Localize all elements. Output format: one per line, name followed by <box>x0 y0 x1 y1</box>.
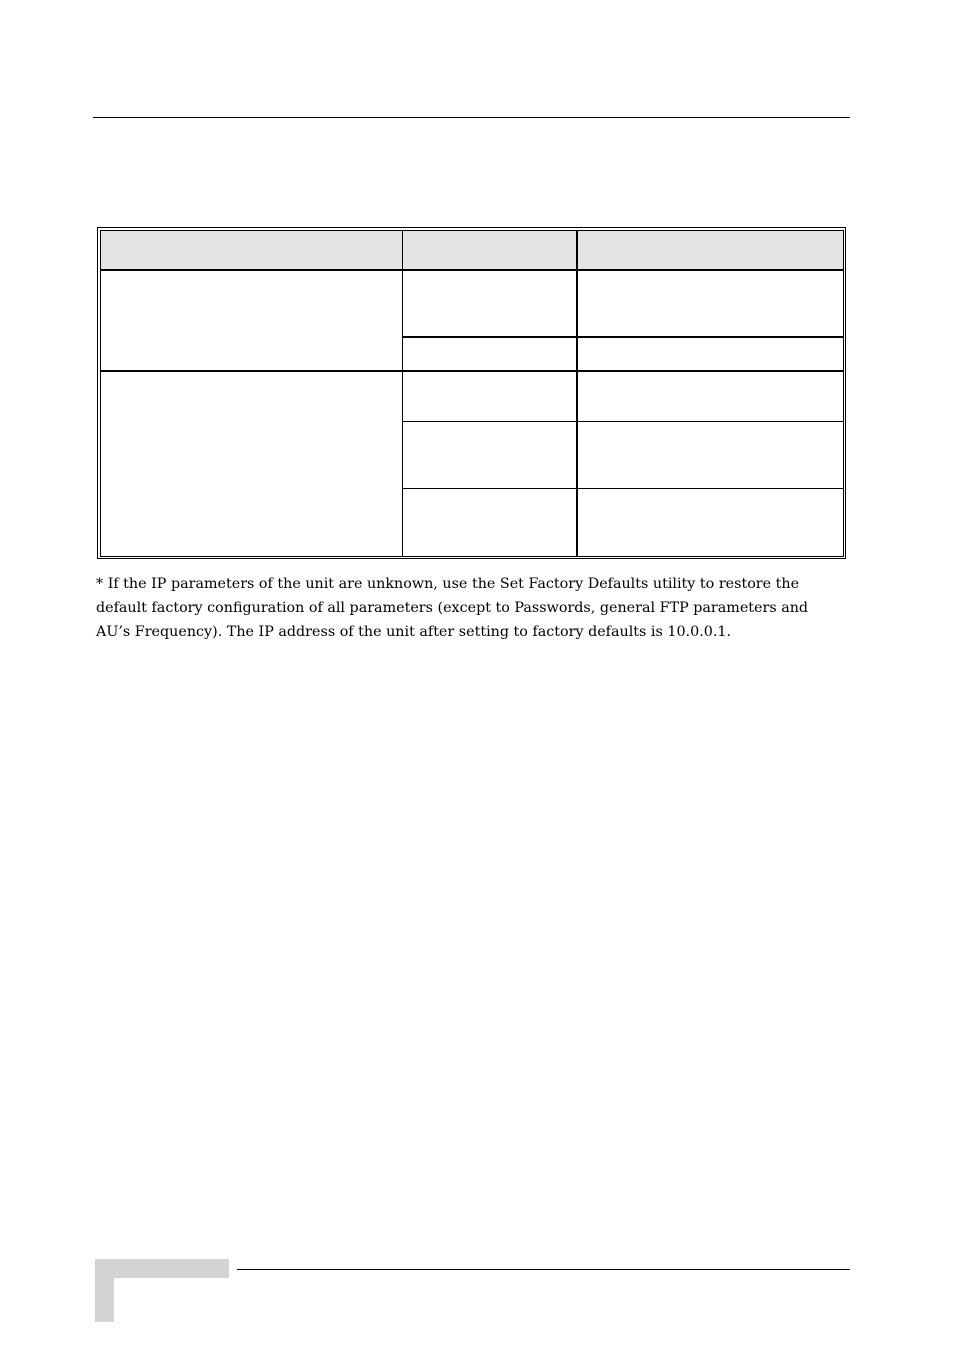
footer-corner-mark-vertical <box>95 1259 114 1322</box>
table-header-cell <box>403 231 577 270</box>
table-cell <box>101 270 403 371</box>
table-row <box>101 270 844 337</box>
table-cell <box>403 489 577 557</box>
table-header-row <box>101 231 844 270</box>
table-cell <box>577 270 844 337</box>
parameters-table <box>100 230 844 557</box>
table-cell <box>403 422 577 489</box>
table-cell <box>577 422 844 489</box>
footnote-text: * If the IP parameters of the unit are unknown, use the Set Factory Defaults utility to restore the default factory configuration of all parameters (except to Passwords, general FTP parameters and AU’s Frequency). The IP address of the unit after setting to factory defaults is 10.0.0.1. <box>96 576 809 640</box>
table-cell <box>577 371 844 422</box>
table-cell <box>403 337 577 371</box>
table-header-cell <box>577 231 844 270</box>
table-cell <box>101 371 403 557</box>
parameters-table-frame <box>97 227 846 559</box>
table-cell <box>577 489 844 557</box>
table-cell <box>403 371 577 422</box>
footer-rule <box>237 1269 850 1270</box>
table-row <box>101 371 844 422</box>
footer-corner-mark <box>95 1259 229 1278</box>
table-cell <box>577 337 844 371</box>
table-header-cell <box>101 231 403 270</box>
table-cell <box>403 270 577 337</box>
header-rule <box>93 117 850 118</box>
